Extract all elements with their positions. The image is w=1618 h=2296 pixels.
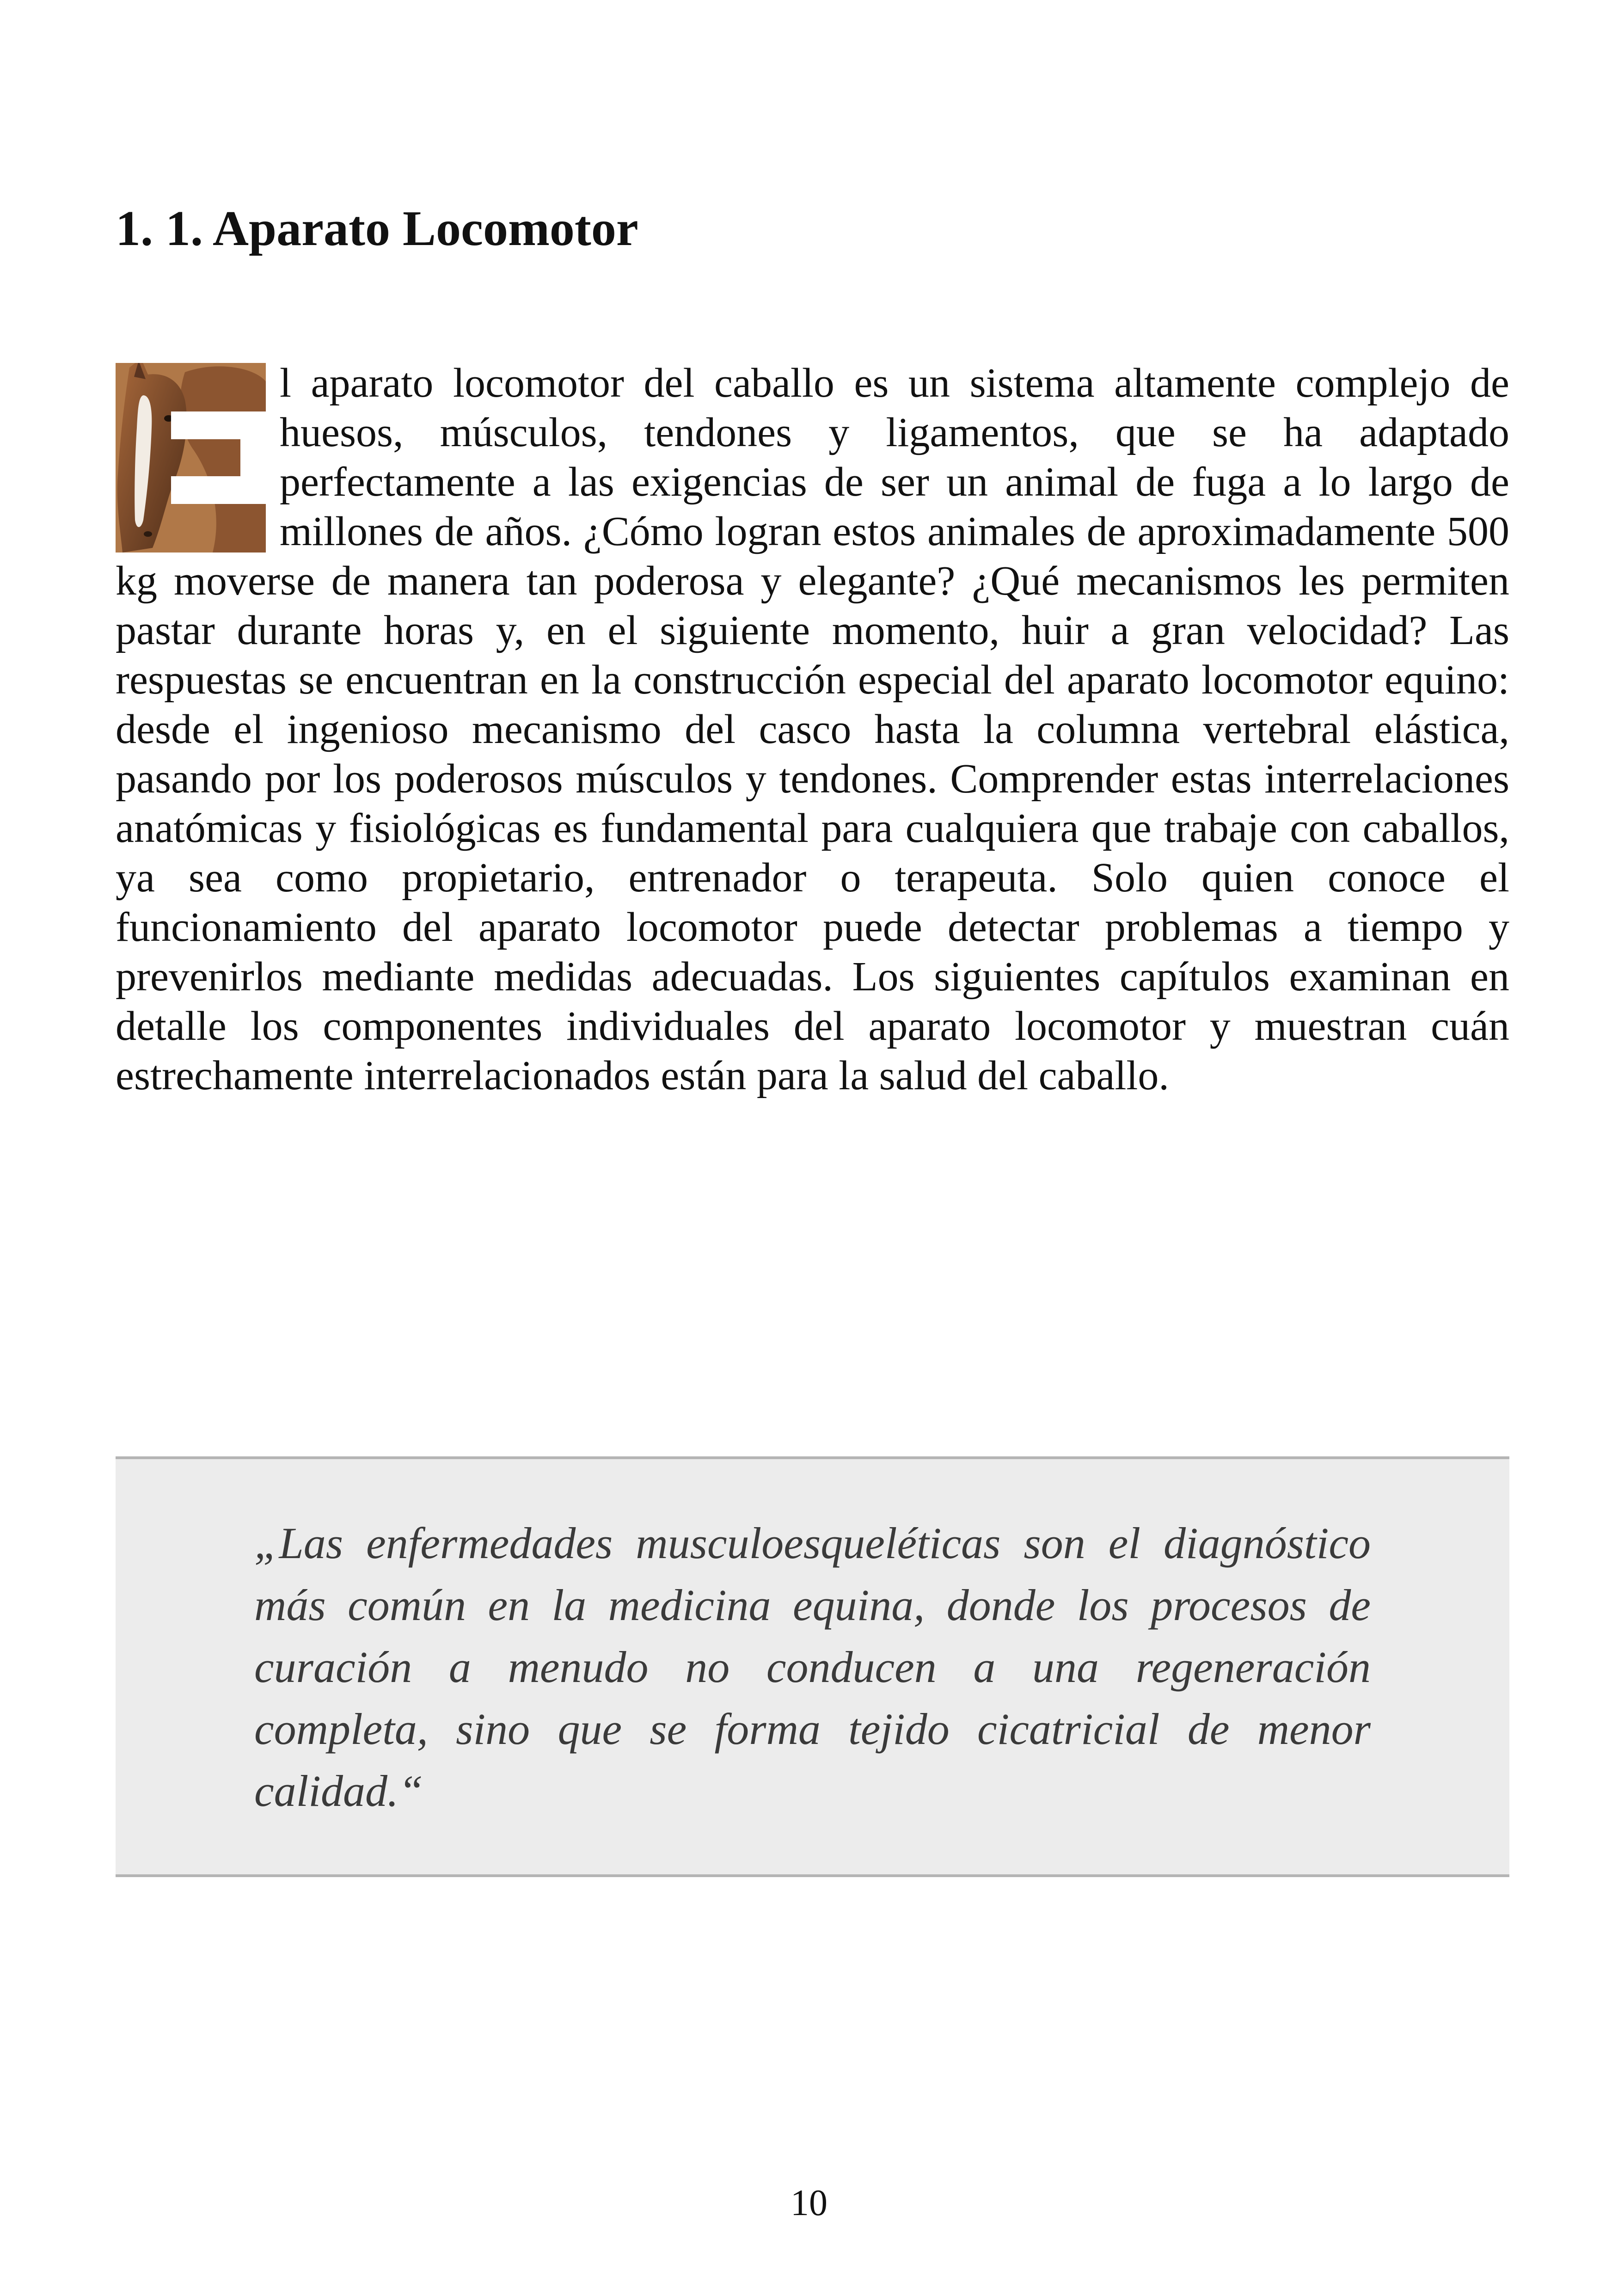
section-heading: 1. 1. Aparato Locomotor (116, 201, 638, 256)
quote-callout (116, 1456, 1509, 1877)
intro-paragraph (116, 358, 1509, 1100)
page-number: 10 (791, 2183, 827, 2223)
callout-quote: „Las enfermedades musculoesqueléticas son el diagnóstico más común en la medicina equina, donde los procesos de curación a menudo no conducen a una regeneración completa, sino que se forma tejido cicatricial de menor calidad.“ (254, 1518, 1371, 1816)
horse-head-letter-icon (116, 363, 266, 553)
paragraph-text: l aparato locomotor del caballo es un sistema altamente complejo de huesos, músculos, tendones y ligamentos, que se ha adaptado perfectamente a las exigencias de ser un animal de fuga a lo largo de millones de años. ¿Cómo logran estos animales de aproximadamente 500 kg moverse de manera tan poderosa y elegante? ¿Qué mecanismos les permiten pastar durante horas y, en el siguiente momento, huir a gran velocidad? Las respuestas se encuentran en la construcción especial del aparato locomotor equino: desde el ingenioso mecanismo del casco hasta la columna vertebral elástica, pasando por los poderosos músculos y tendones. Comprender estas interrelaciones anatómicas y fisiológicas es fundamental para cualquiera que trabaje con caballos, ya sea como propietario, entrenador o terapeuta. Solo quien conoce el funcionamiento del aparato locomotor puede detectar problemas a tiempo y prevenirlos mediante medidas adecuadas. Los siguientes capítulos examinan en detalle los componentes individuales del aparato locomotor y muestran cuán estrechamente interrelacionados están para la salud del caballo. (116, 360, 1509, 1099)
